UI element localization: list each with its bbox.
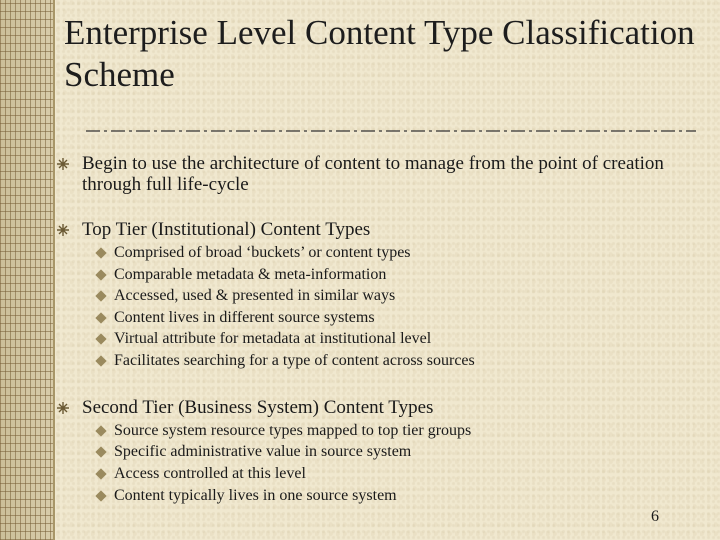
diamond-bullet-icon bbox=[95, 290, 106, 301]
sub-bullet-text: Comprised of broad ‘buckets’ or content types bbox=[114, 244, 411, 261]
sub-bullet-text: Facilitates searching for a type of content across sources bbox=[114, 352, 475, 369]
bullet-text: Top Tier (Institutional) Content Types bbox=[82, 219, 371, 240]
bullet-marker-icon bbox=[56, 401, 70, 415]
sub-bullet bbox=[114, 330, 674, 348]
sub-bullet-text: Virtual attribute for metadata at institutional level bbox=[114, 330, 432, 347]
sub-bullet-text: Accessed, used & presented in similar ways bbox=[114, 287, 396, 304]
diamond-bullet-icon bbox=[95, 468, 106, 479]
diamond-bullet-icon bbox=[95, 247, 106, 258]
diamond-bullet-icon bbox=[95, 333, 106, 344]
bullet-text: Second Tier (Business System) Content Types bbox=[82, 397, 434, 418]
sub-bullet bbox=[114, 352, 674, 370]
bullet-text: Begin to use the architecture of content to manage from the point of creation through full life-cycle bbox=[82, 153, 664, 195]
diamond-bullet-icon bbox=[95, 269, 106, 280]
bullet-architecture bbox=[82, 153, 702, 195]
sub-bullet bbox=[114, 244, 674, 262]
sub-bullet bbox=[114, 266, 674, 284]
sub-bullet bbox=[114, 422, 674, 440]
sub-bullet bbox=[114, 309, 674, 327]
sub-bullet-text: Content lives in different source systems bbox=[114, 309, 375, 326]
bullet-second-tier bbox=[82, 397, 702, 418]
bullet-marker-icon bbox=[56, 223, 70, 237]
slide-title: Enterprise Level Content Type Classification Scheme bbox=[64, 13, 695, 94]
diamond-bullet-icon bbox=[95, 425, 106, 436]
diamond-bullet-icon bbox=[95, 490, 106, 501]
sub-bullet bbox=[114, 465, 674, 483]
diamond-bullet-icon bbox=[95, 355, 106, 366]
diamond-bullet-icon bbox=[95, 312, 106, 323]
page-number: 6 bbox=[651, 508, 659, 525]
sub-bullet-text: Specific administrative value in source system bbox=[114, 443, 412, 460]
sub-bullet bbox=[114, 443, 674, 461]
sub-bullet bbox=[114, 287, 674, 305]
sub-bullet-text: Source system resource types mapped to top tier groups bbox=[114, 422, 472, 439]
sub-bullet-text: Comparable metadata & meta-information bbox=[114, 266, 387, 283]
sub-bullet bbox=[114, 487, 674, 505]
sub-bullet-text: Content typically lives in one source system bbox=[114, 487, 397, 504]
bullet-top-tier bbox=[82, 219, 702, 240]
diamond-bullet-icon bbox=[95, 446, 106, 457]
bullet-marker-icon bbox=[56, 157, 70, 171]
sub-bullet-text: Access controlled at this level bbox=[114, 465, 306, 482]
